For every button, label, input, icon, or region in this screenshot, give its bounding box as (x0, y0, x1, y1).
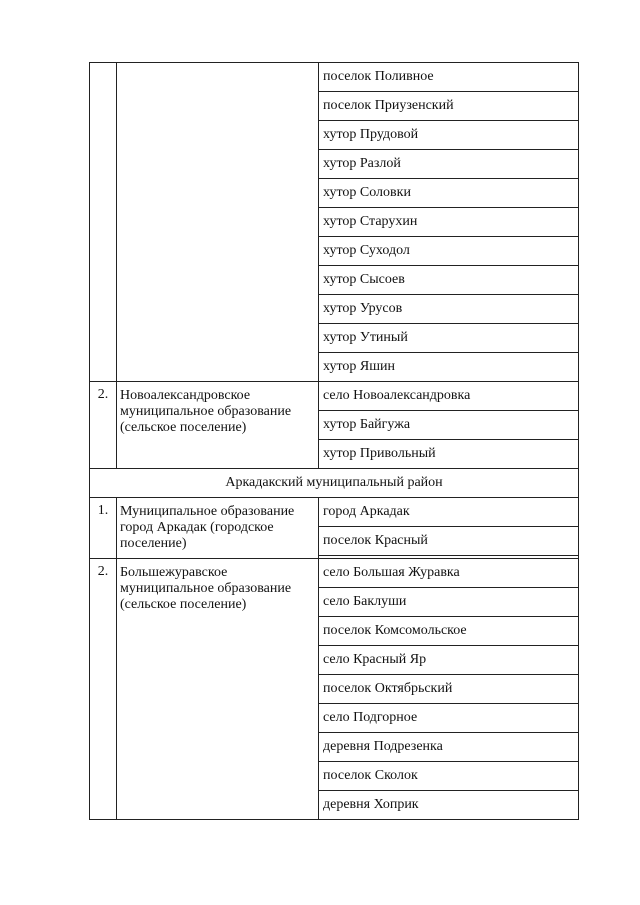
table-row (90, 498, 579, 527)
municipality-name: Новоалександровское муниципальное образование (сельское поселение) (117, 382, 319, 469)
row-number (90, 63, 117, 382)
district-heading: Аркадакский муниципальный район (90, 469, 579, 498)
settlement-cell: село Большая Журавка (319, 559, 579, 588)
district-row (90, 469, 579, 498)
settlement-cell: село Красный Яр (319, 646, 579, 675)
municipality-name (117, 63, 319, 382)
settlement-cell: хутор Старухин (319, 208, 579, 237)
settlement-cell: деревня Подрезенка (319, 733, 579, 762)
settlement-cell: село Подгорное (319, 704, 579, 733)
municipalities-table (89, 62, 579, 820)
settlement-cell: поселок Приузенский (319, 92, 579, 121)
settlement-cell: хутор Привольный (319, 440, 579, 469)
settlement-cell: поселок Октябрьский (319, 675, 579, 704)
settlement-cell: хутор Разлой (319, 150, 579, 179)
row-number: 2. (90, 382, 117, 469)
row-number: 2. (90, 559, 117, 820)
settlement-cell: село Баклуши (319, 588, 579, 617)
settlement-cell: хутор Суходол (319, 237, 579, 266)
settlement-cell: деревня Хоприк (319, 791, 579, 820)
table-row (90, 63, 579, 92)
settlement-cell: село Новоалександровка (319, 382, 579, 411)
table-row (90, 382, 579, 411)
municipality-name: Большежуравское муниципальное образование (сельское поселение) (117, 559, 319, 820)
settlement-cell: поселок Красный (319, 527, 579, 556)
settlement-cell: хутор Сысоев (319, 266, 579, 295)
table-row (90, 559, 579, 588)
row-number: 1. (90, 498, 117, 559)
settlement-cell: хутор Яшин (319, 353, 579, 382)
settlement-cell: поселок Сколок (319, 762, 579, 791)
settlement-cell: хутор Прудовой (319, 121, 579, 150)
settlement-cell: хутор Утиный (319, 324, 579, 353)
settlement-cell: хутор Соловки (319, 179, 579, 208)
settlement-cell: город Аркадак (319, 498, 579, 527)
settlement-cell: хутор Байгужа (319, 411, 579, 440)
settlement-cell: поселок Комсомольское (319, 617, 579, 646)
settlement-cell: хутор Урусов (319, 295, 579, 324)
settlement-cell: поселок Поливное (319, 63, 579, 92)
municipality-name: Муниципальное образование город Аркадак (городское поселение) (117, 498, 319, 559)
